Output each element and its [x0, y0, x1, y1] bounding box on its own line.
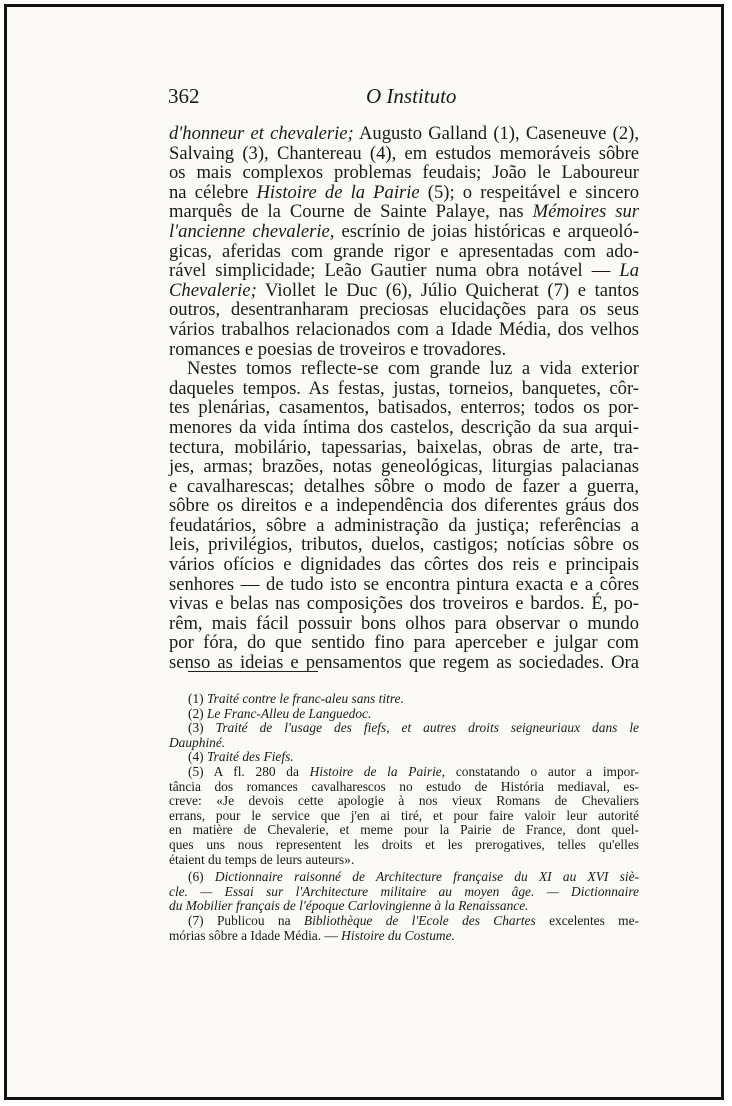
- text-line: Chevalerie; Viollet le Duc (6), Júlio Quicherat (7) e tantos: [169, 279, 639, 301]
- footnote-5-line: ques uns nous representent les droits et les prerogatives, telles qu'elles: [169, 836, 639, 852]
- text-line: e cavalharescas; detalhes sôbre o modo de fazer a guerra,: [169, 475, 639, 497]
- footnote-5-line: en matière de Chevalerie, et meme pour la Pairie de France, dont quel-: [169, 822, 639, 838]
- footnote-6-line: cle. — Essai sur l'Architecture militaire au moyen âge. — Dictionnaire: [169, 883, 639, 899]
- body-text: [169, 124, 639, 673]
- text-line: sôbre os direitos e a independência dos diferentes gráus dos: [169, 495, 639, 517]
- text-line: jes, armas; brazões, notas geneológicas, liturgias palacianas: [169, 456, 639, 478]
- footnote-3-cont: Dauphiné.: [169, 734, 226, 750]
- footnote-7: (7) Publicou na Bibliothèque de l'Ecole des Chartes excelentes me-: [188, 912, 639, 928]
- text-line: romances e poesias de troveiros e trovadores.: [169, 338, 507, 360]
- footnote-4: (4) Traité des Fiefs.: [188, 749, 294, 765]
- running-head: O Instituto: [366, 84, 457, 108]
- footnote-3: (3) Traité de l'usage des fiefs, et autres droits seigneuriaux dans le: [188, 720, 639, 736]
- text-line: senhores — de tudo isto se encontra pintura exacta e a côres: [169, 573, 639, 595]
- text-line: outros, desentranharam preciosas elucidações para os seus: [169, 299, 639, 321]
- footnote-6-line: du Mobilier français de l'époque Carlovingienne à la Renaissance.: [169, 898, 529, 914]
- footnote-rule: [188, 671, 318, 672]
- text-line: d'honneur et chevalerie; Augusto Galland (1), Caseneuve (2),: [169, 123, 639, 144]
- text-line: daqueles tempos. As festas, justas, torneios, banquetes, côr-: [169, 377, 639, 399]
- text-line: na célebre Histoire de la Pairie (5); o respeitável e sincero: [169, 181, 639, 203]
- text-line: marquês de la Courne de Sainte Palaye, nas Mémoires sur: [169, 201, 639, 223]
- footnote-5-line: creve: «Je devois cette apologie à nos vieux Romans de Chevaliers: [169, 793, 639, 809]
- text-line: Salvaing (3), Chantereau (4), em estudos memoráveis sôbre: [169, 142, 639, 164]
- text-line: feudatários, sôbre a administração da justiça; referências a: [169, 514, 639, 536]
- text-line: rável simplicidade; Leão Gautier numa obra notável — La: [169, 260, 639, 282]
- page-number: 362: [168, 84, 200, 108]
- text-line: os mais complexos problemas feudais; João le Laboureur: [169, 162, 639, 184]
- text-line: Nestes tomos reflecte-se com grande luz a vida exterior: [187, 358, 639, 380]
- text-line: menores da vida íntima dos castelos, descrição da sua arqui-: [169, 416, 639, 438]
- text-line: gicas, aferidas com grande rigor e apresentadas com ado-: [169, 240, 639, 262]
- text-line: l'ancienne chevalerie, escrínio de joias históricas e arqueoló-: [169, 220, 639, 242]
- footnote-1: (1) Traité contre le franc-aleu sans titre.: [188, 691, 404, 706]
- text-line: vários trabalhos relacionados com a Idade Média, dos velhos: [169, 318, 639, 340]
- text-line: rêm, mais fácil possuir bons olhos para observar o mundo: [169, 612, 639, 634]
- text-line: por fóra, do que sentido fino para aperceber e julgar com: [169, 632, 639, 654]
- footnote-5-line: errans, pour le service que j'en ai tiré, et pour faire valoir leur autorité: [169, 807, 639, 823]
- footnotes: [169, 692, 639, 943]
- page-header: [0, 80, 732, 110]
- text-line: tectura, mobilário, tapessarias, baixelas, obras de arte, tra-: [169, 436, 639, 458]
- footnote-6: (6) Dictionnaire raisonné de Architecture française du XI au XVI siè-: [188, 869, 639, 885]
- footnote-5-line: tância dos romances cavalharescos no estudo de História mediaval, es-: [169, 778, 639, 794]
- text-line: vivas e belas nas composições dos troveiros e bardos. É, po-: [169, 593, 639, 615]
- footnote-2: (2) Le Franc-Alleu de Languedoc.: [188, 705, 372, 721]
- text-line: vários ofícios e dignidades das côrtes dos reis e principais: [169, 554, 639, 576]
- footnote-5-line: étaient du temps de leurs auteurs».: [169, 851, 355, 867]
- text-line: senso as ideias e pensamentos que regem as sociedades. Ora: [169, 652, 639, 674]
- text-line: leis, privilégios, tributos, duelos, castigos; notícias sôbre os: [169, 534, 639, 556]
- text-line: tes plenárias, casamentos, batisados, enterros; todos os por-: [169, 397, 639, 419]
- footnote-7-line: mórias sôbre a Idade Média. — Histoire du Costume.: [169, 927, 455, 943]
- footnote-5: (5) A fl. 280 da Histoire de la Pairie, constatando o autor a impor-: [188, 763, 640, 779]
